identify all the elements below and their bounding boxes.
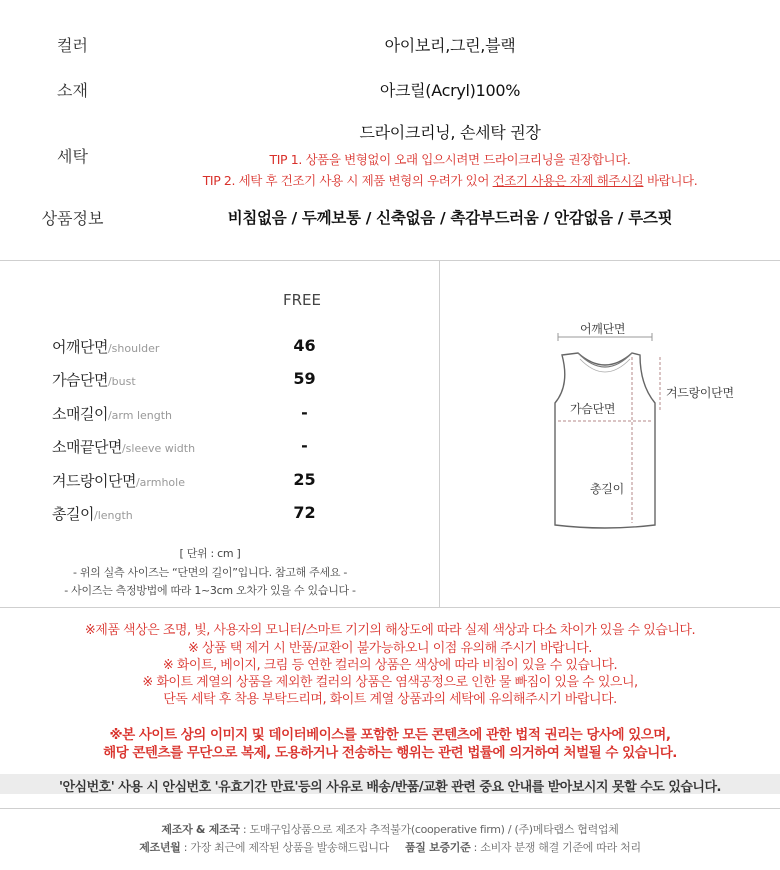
size-unit: [ 단위 : cm ] — [179, 547, 241, 560]
divider-bottom — [0, 808, 780, 809]
notice-bold-1: ※본 사이트 상의 이미지 및 데이터베이스를 포함한 모든 콘텐츠에 관한 법적 권리는 당사에 있으며, — [109, 727, 671, 743]
size-row — [52, 403, 352, 427]
size-row — [52, 436, 352, 460]
washing-value: 드라이크리닝, 손세탁 권장 — [359, 123, 541, 142]
size-row — [52, 336, 352, 360]
footer-date-warranty: 제조년월 : 가장 최근에 제작된 상품을 발송해드립니다 품질 보증기준 : 소비자 분쟁 해결 기준에 따라 처리 — [139, 841, 641, 854]
divider-middle — [0, 607, 780, 608]
details-value: 비침없음 / 두께보통 / 신축없음 / 촉감부드러움 / 안감없음 / 루즈핏 — [227, 209, 673, 227]
tank-top-outline-icon — [540, 315, 770, 545]
footer-warranty-value: 소비자 분쟁 해결 기준에 따라 처리 — [480, 841, 641, 854]
divider-top — [0, 260, 780, 261]
size-note-2: - 사이즈는 측정방법에 따라 1~3cm 오차가 있을 수 있습니다 - — [64, 584, 356, 597]
washing-tip-2-b: 건조기 사용은 자제 해주시길 — [492, 173, 644, 188]
size-note-1: - 위의 실측 사이즈는 “단면의 길이”입니다. 참고해 주세요 - — [72, 566, 348, 579]
washing-tip-2-a: TIP 2. 세탁 후 건조기 사용 시 제품 변형의 우려가 있어 — [202, 173, 493, 188]
diagram-armhole-label: 겨드랑이단면 — [666, 386, 734, 400]
safety-text: '안심번호' 사용 시 안심번호 '유효기간 만료'등의 사유로 배송/반품/교환 관련 중요 안내를 받아보시지 못할 수도 있습니다. — [58, 780, 721, 795]
footer-maker-label: 제조자 & 제조국 — [161, 823, 240, 836]
size-name: 소매길이 — [52, 405, 108, 423]
size-value: 46 — [293, 336, 316, 355]
color-value: 아이보리,그린,블랙 — [384, 36, 516, 55]
notice-line-3: ※ 화이트, 베이지, 크림 등 연한 컬러의 상품은 색상에 따라 비침이 있을 수 있습니다. — [162, 658, 618, 673]
color-label: 컬러 — [57, 36, 88, 55]
size-value: 59 — [293, 369, 316, 388]
diagram-bust-label: 가슴단면 — [570, 402, 616, 416]
diagram-length-label: 총길이 — [590, 482, 624, 496]
size-en: /sleeve width — [121, 442, 196, 455]
material-label: 소재 — [57, 81, 88, 100]
notice-line-5: 단독 세탁 후 착용 부탁드리며, 화이트 계열 상품과의 세탁에 유의해주시기 바랍니다. — [163, 692, 617, 707]
footer-maker-value: 도매구입상품으로 제조자 추적불가(cooperative firm) / (주)메타랩스 협력업체 — [249, 823, 619, 836]
size-name: 소매끝단면 — [52, 438, 122, 456]
size-row — [52, 503, 352, 527]
washing-label: 세탁 — [57, 147, 88, 166]
size-name: 어깨단면 — [52, 338, 108, 356]
garment-diagram — [540, 315, 770, 545]
size-en: /length — [93, 509, 133, 522]
material-value: 아크릴(Acryl)100% — [379, 81, 521, 100]
size-en: /shoulder — [107, 342, 160, 355]
washing-tip-2 — [130, 171, 770, 189]
details-label: 상품정보 — [41, 209, 104, 228]
washing-tip-2-c: 바랍니다. — [643, 173, 698, 188]
size-name: 총길이 — [52, 505, 94, 523]
notice-bold-2: 해당 콘텐츠를 무단으로 복제, 도용하거나 전송하는 행위는 관련 법률에 의거하여 처벌될 수 있습니다. — [103, 745, 677, 761]
size-row — [52, 470, 352, 494]
size-row — [52, 369, 352, 393]
size-en: /arm length — [107, 409, 173, 422]
footer-maker: 제조자 & 제조국 : 도매구입상품으로 제조자 추적불가(cooperative firm) / (주)메타랩스 협력업체 — [161, 823, 619, 836]
size-name: 가슴단면 — [52, 371, 108, 389]
notice-line-1: ※제품 색상은 조명, 빛, 사용자의 모니터/스마트 기기의 해상도에 따라 실제 색상과 다소 차이가 있을 수 있습니다. — [84, 623, 696, 638]
size-value: 25 — [293, 470, 316, 489]
washing-tip-1: TIP 1. 상품을 변형없이 오래 입으시려면 드라이크리닝을 권장합니다. — [269, 152, 631, 167]
size-value: - — [301, 436, 308, 455]
footer-date-label: 제조년월 — [139, 841, 181, 854]
size-en: /bust — [107, 375, 136, 388]
divider-vertical — [439, 260, 440, 607]
size-header: FREE — [282, 291, 321, 309]
footer-date-value: 가장 최근에 제작된 상품을 발송해드립니다 — [190, 841, 389, 854]
notice-line-4: ※ 화이트 계열의 상품을 제외한 컬러의 상품은 염색공정으로 인한 물 빠짐이 있을 수 있으니, — [142, 675, 638, 690]
size-value: 72 — [293, 503, 316, 522]
footer-warranty-label: 품질 보증기준 — [404, 841, 471, 854]
notice-line-2: ※ 상품 택 제거 시 반품/교환이 불가능하오니 이점 유의해 주시기 바랍니다. — [188, 641, 592, 656]
size-value: - — [301, 403, 308, 422]
size-en: /armhole — [135, 476, 185, 489]
size-name: 겨드랑이단면 — [52, 472, 136, 490]
diagram-shoulder-label: 어깨단면 — [580, 322, 626, 336]
